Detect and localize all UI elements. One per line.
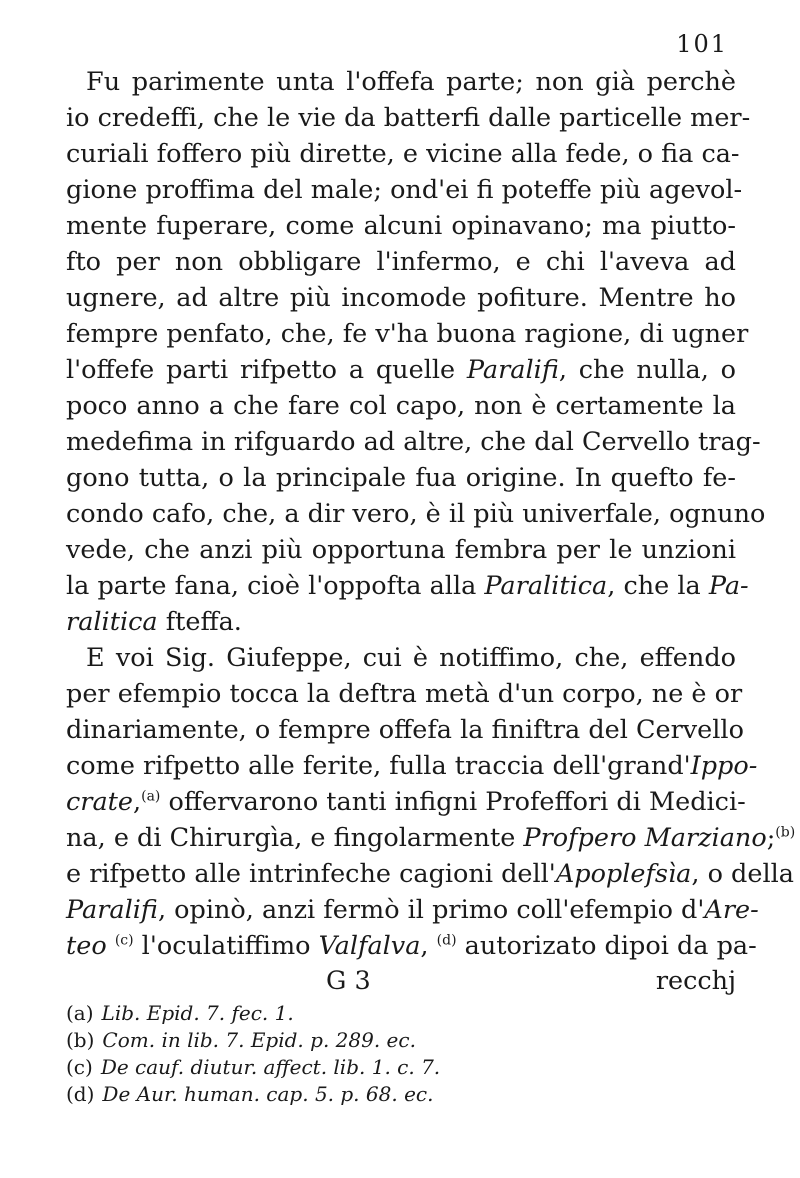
footnote bbox=[66, 1081, 736, 1108]
text-segment: , che la bbox=[607, 571, 709, 601]
text-segment: na, e di Chirurgìa, e fingolarmente bbox=[66, 823, 524, 853]
footnote bbox=[66, 1054, 736, 1081]
footnote-ref: (d) bbox=[436, 932, 457, 949]
footnote-ref: (a) bbox=[141, 788, 161, 805]
text-segment: , opinò, anzi fermò il primo coll'efempio d' bbox=[157, 895, 705, 925]
signature-mark: G 3 bbox=[326, 966, 371, 996]
text-segment: ugnere, ad altre più incomode pofiture. Mentre ho bbox=[66, 283, 736, 313]
text-segment: ; bbox=[766, 823, 776, 853]
text-segment: condo cafo, che, a dir vero, è il più univerfale, ognuno bbox=[66, 499, 766, 529]
text-segment: teo bbox=[66, 931, 107, 961]
text-segment: la parte fana, cioè l'oppofta alla bbox=[66, 571, 485, 601]
text-line bbox=[66, 172, 743, 208]
text-line bbox=[66, 712, 744, 748]
text-line bbox=[66, 532, 736, 568]
footnote bbox=[66, 1000, 736, 1027]
text-segment: E voi Sig. Giufeppe, cui è notiffimo, che, effendo bbox=[86, 643, 736, 673]
text-segment: (d) bbox=[66, 1082, 95, 1106]
text-segment: fempre penfato, che, fe v'ha buona ragione, di ugner bbox=[66, 319, 749, 349]
text-segment: Fu parimente unta l'offefa parte; non già perchè bbox=[86, 67, 736, 97]
text-line bbox=[66, 928, 757, 964]
text-line bbox=[66, 316, 749, 352]
text-line bbox=[66, 820, 796, 856]
footnote bbox=[66, 1027, 736, 1054]
text-line bbox=[66, 676, 743, 712]
text-segment: (a) bbox=[66, 1001, 94, 1025]
text-segment: (b) bbox=[66, 1028, 95, 1052]
text-segment: Paralitica bbox=[484, 571, 608, 601]
text-segment: De cauf. diutur. affect. lib. 1. c. 7. bbox=[100, 1055, 441, 1079]
text-segment: gione proffima del male; ond'ei fi poteffe più agevol- bbox=[66, 175, 743, 205]
text-segment: , bbox=[420, 931, 437, 961]
text-segment: , o della bbox=[691, 859, 794, 889]
text-line bbox=[66, 892, 759, 928]
text-line bbox=[66, 604, 736, 640]
text-segment: Apoplefsìa bbox=[555, 859, 692, 889]
text-line bbox=[66, 136, 740, 172]
text-line bbox=[66, 280, 736, 316]
text-line bbox=[66, 388, 736, 424]
text-segment: Are- bbox=[704, 895, 759, 925]
text-segment: (c) bbox=[66, 1055, 93, 1079]
text-segment: come rifpetto alle ferite, fulla traccia dell'grand' bbox=[66, 751, 691, 781]
text-segment: gono tutta, o la principale fua origine. In quefto fe- bbox=[66, 463, 736, 493]
text-segment: medefima in rifguardo ad altre, che dal Cervello trag- bbox=[66, 427, 761, 457]
text-segment: Pa- bbox=[708, 571, 749, 601]
text-line bbox=[66, 496, 766, 532]
text-segment: Paralifi bbox=[466, 355, 559, 385]
text-line bbox=[66, 784, 746, 820]
text-segment: Paralifi bbox=[66, 895, 158, 925]
text-segment: curiali foffero più dirette, e vicine alla fede, o fia ca- bbox=[66, 139, 740, 169]
book-page bbox=[66, 30, 796, 1108]
text-segment: Com. in lib. 7. Epid. p. 289. ec. bbox=[102, 1028, 416, 1052]
signature-row bbox=[66, 964, 736, 998]
text-segment: Valfalva bbox=[318, 931, 421, 961]
text-segment: per efempio tocca la deftra metà d'un corpo, ne è or bbox=[66, 679, 743, 709]
text-segment: fteffa. bbox=[157, 607, 242, 637]
text-line bbox=[66, 208, 736, 244]
footnotes bbox=[66, 1000, 736, 1108]
text-segment: ralitica bbox=[66, 607, 158, 637]
text-segment: De Aur. human. cap. 5. p. 68. ec. bbox=[102, 1082, 434, 1106]
text-segment: offervarono tanti infigni Profeffori di Medici- bbox=[160, 787, 746, 817]
text-segment: autorizato dipoi da pa- bbox=[456, 931, 757, 961]
text-segment: mente fuperare, come alcuni opinavano; ma piutto- bbox=[66, 211, 736, 241]
text-segment: Lib. Epid. 7. fec. 1. bbox=[101, 1001, 294, 1025]
footnote-ref: (b) bbox=[775, 824, 796, 841]
text-segment: io credeffi, che le vie da batterfi dalle particelle mer- bbox=[66, 103, 751, 133]
text-line bbox=[66, 244, 736, 280]
text-segment: fto per non obbligare l'infermo, e chi l'aveva ad bbox=[66, 247, 736, 277]
text-line bbox=[66, 568, 749, 604]
text-line bbox=[66, 460, 736, 496]
text-line bbox=[66, 748, 758, 784]
body-text bbox=[66, 64, 796, 964]
text-line bbox=[66, 640, 736, 676]
text-segment: poco anno a che fare col capo, non è certamente la bbox=[66, 391, 736, 421]
catchword: recchj bbox=[655, 966, 736, 996]
text-segment: vede, che anzi più opportuna fembra per le unzioni bbox=[66, 535, 736, 565]
text-line bbox=[66, 352, 736, 388]
text-segment bbox=[107, 931, 115, 961]
text-segment: l'offefe parti rifpetto a quelle bbox=[66, 355, 467, 385]
text-segment: , che nulla, o bbox=[558, 355, 736, 385]
text-segment: l'oculatiffimo bbox=[133, 931, 319, 961]
text-line bbox=[66, 64, 736, 100]
text-segment: Profpero Marziano bbox=[523, 823, 767, 853]
text-line bbox=[66, 424, 761, 460]
text-segment: Ippo- bbox=[690, 751, 758, 781]
page-number: 101 bbox=[676, 30, 728, 58]
text-segment: crate bbox=[66, 787, 134, 817]
text-segment: dinariamente, o fempre offefa la finiftra del Cervello bbox=[66, 715, 744, 745]
text-segment: e rifpetto alle intrinfeche cagioni dell' bbox=[66, 859, 556, 889]
text-line bbox=[66, 100, 751, 136]
text-line bbox=[66, 856, 794, 892]
footnote-ref: (c) bbox=[114, 932, 134, 949]
text-segment: , bbox=[133, 787, 142, 817]
